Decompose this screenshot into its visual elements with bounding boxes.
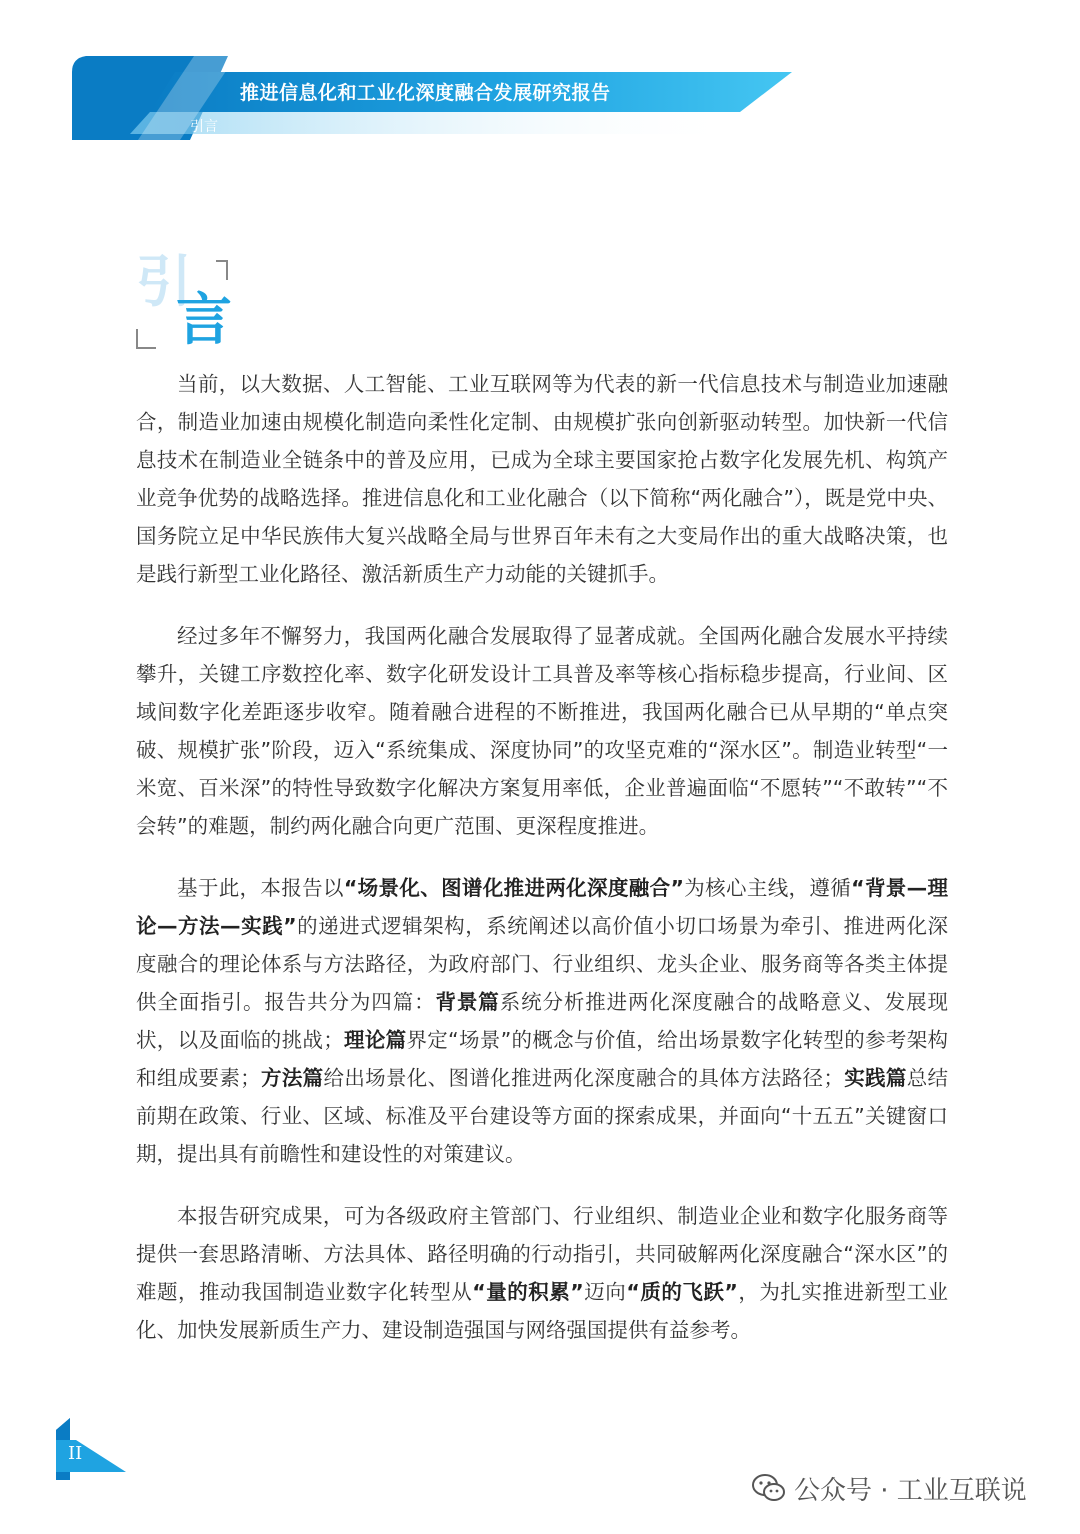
watermark-text: 公众号 · 工业互联说 (794, 1475, 1027, 1506)
bold-run: “背景—理论—方法—实践” (136, 876, 949, 938)
text-run: 给出场景化、图谱化推进两化深度融合的具体方法路径； (323, 1066, 844, 1090)
paragraph-1 (136, 365, 948, 593)
text-run: 系统分析推进两化深度融合的战略意义、发展现状，以及面临的挑战； (136, 990, 949, 1052)
page-number-badge (56, 1410, 136, 1480)
wechat-icon (752, 1473, 786, 1503)
paragraph-3 (136, 869, 948, 1173)
bold-run: “量的积累” (472, 1280, 584, 1304)
header-banner-graphic (0, 0, 1080, 150)
bracket-bottom-left (136, 329, 156, 349)
watermark (752, 1468, 1027, 1508)
page-header (0, 0, 1080, 150)
heading-char-2: 言 (176, 288, 232, 353)
page-number: II (68, 1443, 83, 1464)
text-run: 总结前期在政策、行业、区域、标准及平台建设等方面的探索成果，并面向“十五五”关键窗口期，提出具有前瞻性和建设性的对策建议。 (136, 1066, 949, 1166)
text-run: 基于此，本报告以 (177, 876, 344, 900)
text-run: 的递进式逻辑架构，系统阐述以高价值小切口场景为牵引、推进两化深度融合的理论体系与方法路径，为政府部门、行业组织、龙头企业、服务商等各类主体提供全面指引。报告共分为四篇： (136, 914, 948, 1014)
report-title: 推进信息化和工业化深度融合发展研究报告 (240, 82, 611, 104)
text-run: 当前，以大数据、人工智能、工业互联网等为代表的新一代信息技术与制造业加速融合，制造业加速由规模化制造向柔性化定制、由规模扩张向创新驱动转型。加快新一代信息技术在制造业全链条中的普及应用，已成为全球主要国家抢占数字化发展先机、构筑产业竞争优势的战略选择。推进信息化和工业化融合（以下简称“两化融合”），既是党中央、国务院立足中华民族伟大复兴战略全局与世界百年未有之大变局作出的重大战略决策，也是践行新型工业化路径、激活新质生产力动能的关键抓手。 (136, 372, 948, 586)
text-run: 经过多年不懈努力，我国两化融合发展取得了显著成就。全国两化融合发展水平持续攀升，关键工序数控化率、数字化研发设计工具普及率等核心指标稳步提高，行业间、区域间数字化差距逐步收窄。随着融合进程的不断推进，我国两化融合已从早期的“单点突破、规模扩张”阶段，迈入“系统集成、深度协同”的攻坚克难的“深水区”。制造业转型“一米宽、百米深”的特性导致数字化解决方案复用率低，企业普遍面临“不愿转”“不敢转”“不会转”的难题，制约两化融合向更广范围、更深程度推进。 (136, 624, 948, 838)
section-label: 引言 (190, 119, 218, 135)
bold-run: 理论篇 (343, 1028, 407, 1052)
bold-run: “场景化、图谱化推进两化深度融合” (343, 876, 684, 900)
bold-run: “质的飞跃” (626, 1280, 738, 1304)
bold-run: 背景篇 (435, 990, 500, 1014)
section-heading (130, 250, 240, 355)
body-text (136, 365, 948, 1373)
bracket-top-right (216, 260, 228, 280)
text-run: 本报告研究成果，可为各级政府主管部门、行业组织、制造业企业和数字化服务商等提供一套思路清晰、方法具体、路径明确的行动指引，共同破解两化深度融合“深水区”的难题，推动我国制造业数字化转型从 (136, 1204, 948, 1304)
paragraph-4 (136, 1197, 948, 1349)
bold-run: 实践篇 (843, 1066, 907, 1090)
heading-char-1: 引 (136, 250, 192, 315)
bold-run: 方法篇 (260, 1066, 324, 1090)
text-run: 为核心主线，遵循 (683, 876, 852, 900)
text-run: 界定“场景”的概念与价值，给出场景数字化转型的参考架构和组成要素； (136, 1028, 949, 1090)
paragraph-2 (136, 617, 948, 845)
text-run: ，为扎实推进新型工业化、加快发展新质生产力、建设制造强国与网络强国提供有益参考。 (136, 1280, 949, 1342)
text-run: 迈向 (583, 1280, 627, 1304)
